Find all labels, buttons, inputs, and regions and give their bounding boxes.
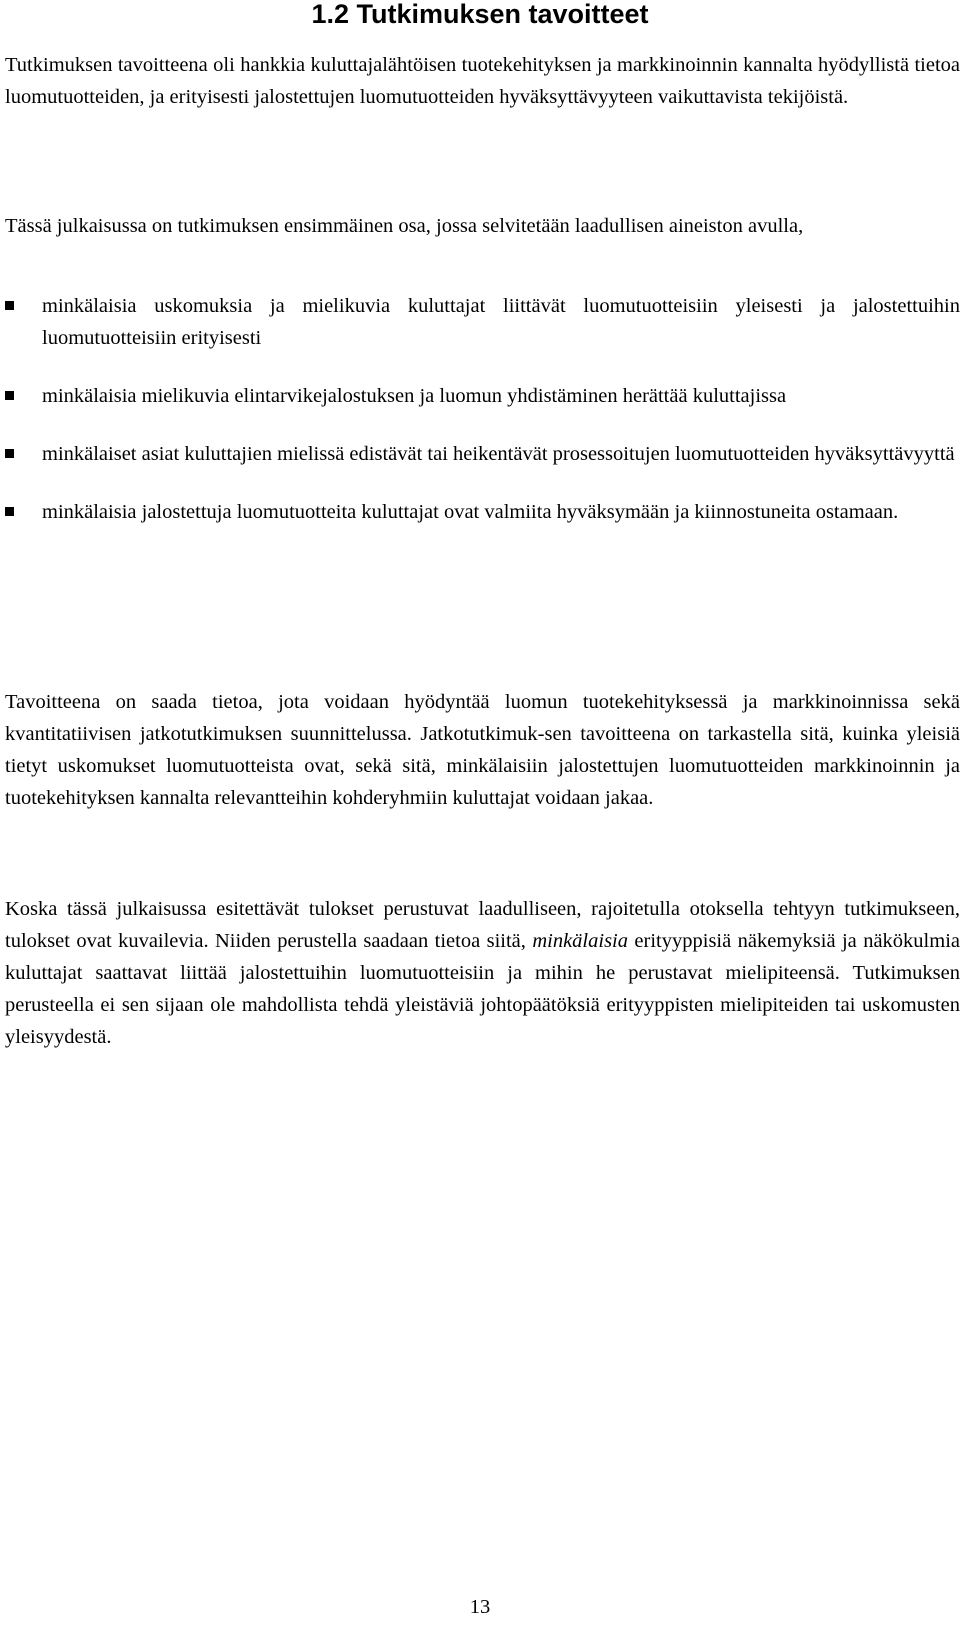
paragraph-limitations-emphasis: minkälaisia: [532, 930, 628, 952]
square-bullet-icon: [5, 449, 14, 458]
square-bullet-icon: [5, 507, 14, 516]
list-item-text: minkälaisia jalostettuja luomutuotteita kuluttajat ovat valmiita hyväksymään ja kiinnostuneita ostamaan.: [42, 501, 899, 523]
list-item-text: minkälaiset asiat kuluttajien mielissä edistävät tai heikentävät prosessoitujen luomutuotteiden hyväksyttävyyttä: [42, 443, 955, 465]
bullet-list: [5, 290, 960, 554]
paragraph-limitations-text-1: Koska tässä julkaisussa esitettävät tulokset perustuvat laadulliseen, rajoitetulla otoksella tehtyyn tutkimukseen, tulokset ovat kuvailevia. Niiden perustella saadaan tietoa siitä,: [5, 898, 960, 952]
paragraph-intro-list: Tässä julkaisussa on tutkimuksen ensimmäinen osa, jossa selvitetään laadullisen aineiston avulla,: [5, 215, 804, 237]
paragraph-goals: Tavoitteena on saada tietoa, jota voidaan hyödyntää luomun tuotekehityksessä ja markkinoinnissa sekä kvantitatiivisen jatkotutkimuksen suunnittelussa. Jatkotutkimuk-sen tavoitteena on tarkastella sitä, kuinka yleisiä tietyt uskomukset luomutuotteista ovat, sekä sitä, minkälaisiin jalostettujen luomutuotteiden markkinoinnin ja tuotekehityksen kannalta relevantteihin kohderyhmiin kuluttajat voidaan jakaa.: [5, 691, 960, 809]
list-item-text: minkälaisia mielikuvia elintarvikejalostuksen ja luomun yhdistäminen herättää kuluttajissa: [42, 385, 787, 407]
paragraph-limitations: [5, 893, 960, 1053]
list-item: [5, 438, 960, 470]
paragraph-objectives: Tutkimuksen tavoitteena oli hankkia kuluttajalähtöisen tuotekehityksen ja markkinoinnin kannalta hyödyllistä tietoa luomutuotteiden, ja erityisesti jalostettujen luomutuotteiden hyväksyttävyyteen vaikuttavista tekijöistä.: [5, 54, 960, 108]
paragraph-limitations-text-2: erityyppisiä näkemyksiä ja näkökulmia kuluttajat saattavat liittää jalostettuihin luomutuotteisiin ja mihin he perustavat mielipiteensä. Tutkimuksen perusteella ei sen sijaan ole mahdollista tehdä yleistäviä johtopäätöksiä erityyppisten mielipiteiden tai uskomusten yleisyydestä.: [5, 930, 960, 1048]
list-item: [5, 380, 960, 412]
square-bullet-icon: [5, 301, 14, 310]
page-number: 13: [469, 1596, 491, 1618]
list-item: [5, 496, 960, 528]
section-heading: 1.2 Tutkimuksen tavoitteet: [311, 0, 649, 29]
list-item-text: minkälaisia uskomuksia ja mielikuvia kuluttajat liittävät luomutuotteisiin yleisesti ja jalostettuihin luomutuotteisiin erityisesti: [42, 295, 960, 349]
list-item: [5, 290, 960, 354]
square-bullet-icon: [5, 391, 14, 400]
